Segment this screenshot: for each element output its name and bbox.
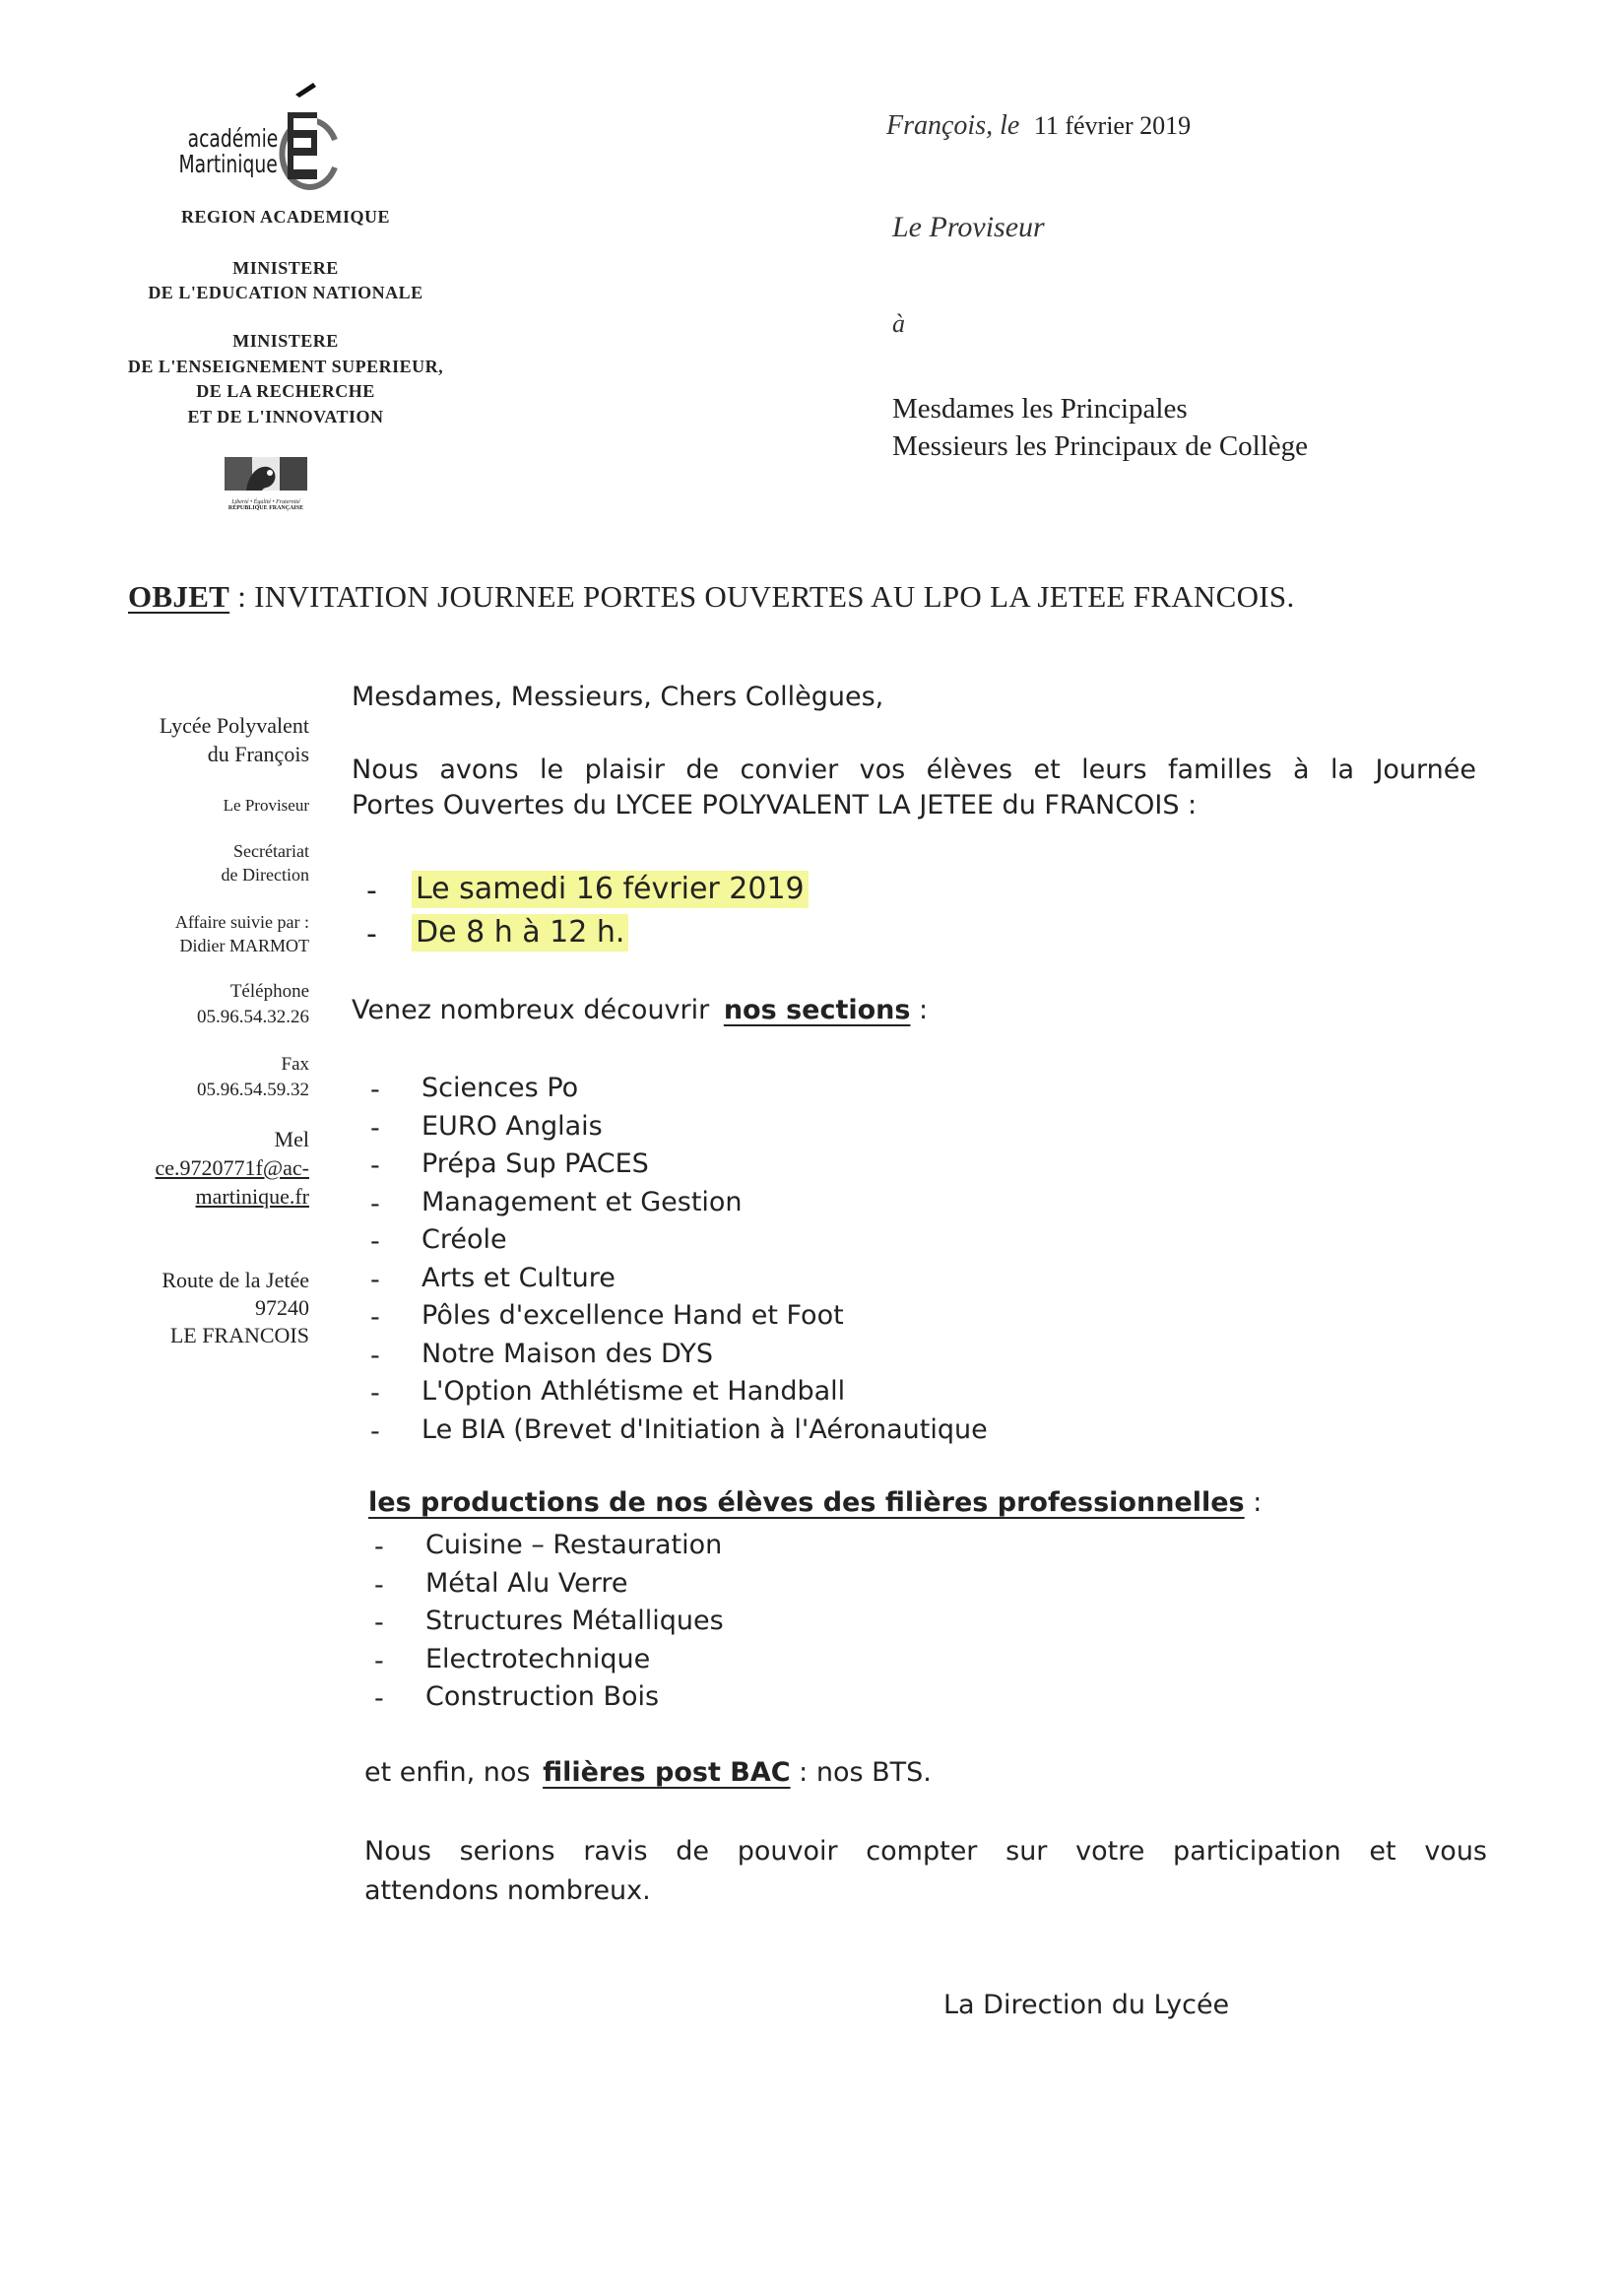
greeting: Mesdames, Messieurs, Chers Collègues,: [352, 682, 884, 712]
sidebar-fax: Fax 05.96.54.59.32: [197, 1054, 309, 1100]
marianne-logo: Liberté • Égalité • Fraternité RÉPUBLIQUE FRANÇAISE: [225, 457, 307, 520]
ministere-enseignement-superieur: MINISTERE DE L'ENSEIGNEMENT SUPERIEUR, DE LA RECHERCHE ET DE L'INNOVATION: [127, 331, 444, 426]
sidebar-school: Lycée Polyvalent du François: [159, 713, 309, 766]
sidebar-address: Route de la Jetée 97240 LE FRANCOIS: [162, 1268, 309, 1347]
email-link[interactable]: ce.9720771f@ac- martinique.fr: [155, 1155, 309, 1209]
sidebar-secretariat: Secrétariat de Direction: [221, 841, 309, 885]
marianne-icon: [225, 457, 307, 492]
subject-line: [128, 579, 1295, 615]
from-proviseur: Le Proviseur: [892, 211, 1045, 243]
intro-paragraph: Nous avons le plaisir de convier vos élèves et leurs familles à la Journée Portes Ouvertes du LYCEE POLYVALENT LA JETEE du FRANCOIS :: [352, 754, 1476, 820]
closing-paragraph: Nous serions ravis de pouvoir compter sur votre participation et vous attendons nombreux.: [364, 1836, 1487, 1906]
event-time-item: - De 8 h à 12 h.: [366, 914, 957, 957]
to-prefix: à: [892, 309, 905, 338]
event-details-list: [366, 871, 957, 957]
productions-heading: les productions de nos élèves des filières professionnelles :: [368, 1487, 1263, 1518]
place-date: François, le 11 février 2019: [886, 110, 1192, 141]
logo-line-2: Martinique: [178, 150, 278, 178]
logo-line-1: académie: [187, 124, 278, 153]
postbac-line: et enfin, nos filières post BAC : nos BTS.: [364, 1757, 932, 1788]
subject-label: OBJET: [128, 579, 230, 614]
academie-logo: [167, 79, 364, 187]
sidebar-mail: Mel ce.9720771f@ac- martinique.fr: [83, 1125, 309, 1211]
ministere-education: MINISTERE DE L'EDUCATION NATIONALE: [148, 258, 423, 302]
sections-heading: Venez nombreux découvrir nos sections :: [352, 995, 929, 1025]
e-accent-emblem-icon: [266, 83, 345, 193]
sidebar-head: Le Proviseur: [223, 796, 309, 815]
event-date-item: - Le samedi 16 février 2019: [366, 871, 957, 914]
subject-text: : INVITATION JOURNEE PORTES OUVERTES AU LPO LA JETEE FRANCOIS.: [229, 579, 1295, 614]
signature: La Direction du Lycée: [943, 1990, 1230, 2020]
sidebar-phone: Téléphone 05.96.54.32.26: [197, 981, 309, 1027]
sidebar-followed-by: Affaire suivie par : Didier MARMOT: [174, 912, 309, 955]
region-academique: REGION ACADEMIQUE: [180, 207, 391, 227]
recipients: Mesdames les Principales Messieurs les Principaux de Collège: [892, 393, 1309, 462]
